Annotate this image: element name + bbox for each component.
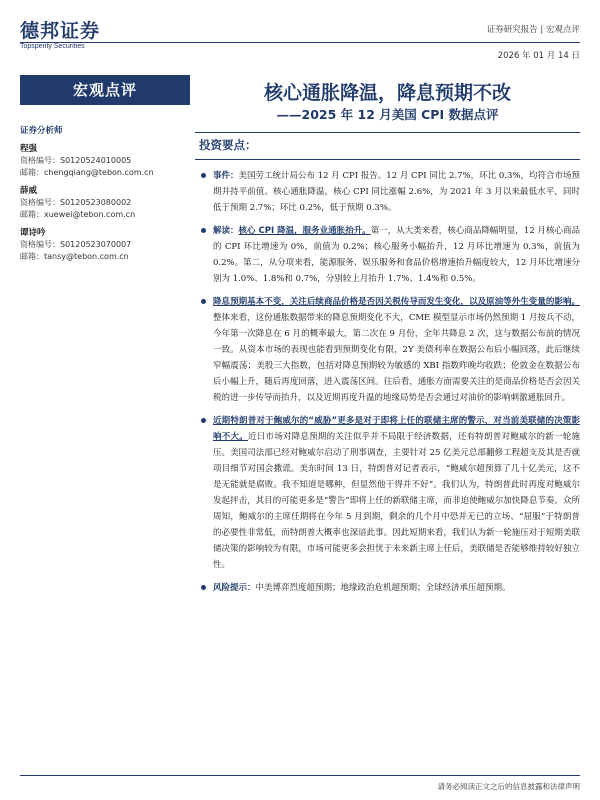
email-link[interactable]: chengqiang@tebon.com.cn (44, 168, 154, 177)
analyst-cert (20, 197, 190, 209)
analyst-card (20, 185, 190, 221)
page-subtitle: ——2025 年 12 月美国 CPI 数据点评 (276, 107, 499, 122)
email-label: 邮箱： (20, 252, 44, 261)
bullet-dot-icon (201, 585, 206, 590)
cert-label: 资格编号： (20, 198, 60, 207)
bullet-lead: 解读： (213, 226, 239, 236)
bullet-dot-icon (201, 228, 206, 233)
bullet-dot-icon (201, 418, 206, 423)
bullet-lead-underlined: 降息预期基本不变，关注后续商品价格是否因关税传导而发生变化，以及原油等外生变量的影响。 (213, 297, 580, 307)
logo-chinese: 德邦证券 (20, 20, 101, 42)
bullet-dot-icon (201, 173, 206, 178)
key-point-risk (195, 580, 580, 596)
analyst-panel (20, 125, 190, 269)
analyst-name: 谭诗吟 (20, 228, 46, 238)
email-link[interactable]: tansy@tebon.com.cn (44, 252, 129, 261)
bullet-lead-underlined: 近期特朗普对于鲍威尔的“威胁”更多是对于即将上任的联储主席的警示，对当前美联储的决策影响不大。 (213, 416, 580, 442)
email-label: 邮箱： (20, 168, 44, 177)
cert-number: S0120523070007 (60, 240, 132, 249)
bullet-lead: 事件： (213, 171, 239, 181)
analyst-name: 薛威 (20, 186, 38, 196)
cert-number: S0120523080002 (60, 198, 132, 207)
bullet-lead: 风险提示： (213, 583, 256, 593)
heading-divider (195, 159, 580, 160)
analyst-cert (20, 239, 190, 251)
bullet-text: 美国劳工统计局公布 12 月 CPI 报告。12 月 CPI 同比 2.7%，环比 0.3%，均符合市场预期并持平前值。核心通胀降温，核心 CPI 同比涨幅 2.6%，为 2021 年 3 月以来最低水平，同时低于预期 2.7%；环比 0.2%，低于预期 0.3%。 (213, 171, 580, 213)
key-point-interpretation (195, 223, 580, 287)
report-date: 2026 年 01 月 14 日 (497, 51, 580, 61)
key-points-section (195, 132, 580, 603)
category-badge: 宏观点评 (20, 75, 190, 105)
key-point-rate-expectation (195, 294, 580, 406)
report-type: 证券研究报告 | 宏观点评 (486, 25, 580, 35)
analyst-card (20, 143, 190, 179)
key-point-event (195, 168, 580, 216)
analyst-email (20, 167, 190, 179)
header-divider (20, 42, 580, 43)
bullet-text: 近日市场对降息预期的关注似乎并不局限于经济数据，还有特朗普对鲍威尔的新一轮施压。美国司法部已经对鲍威尔启动了刑事调查，主要针对 25 亿美元总部翻修工程超支及其是否就项目细节对国会撒谎。美东时间 13 日，特朗普对记者表示，“鲍威尔超预算了几十亿美元，这不是无能就是腐败。我不知道是哪种，但显然他干得并不好”。我们认为，特朗普此时再度对鲍威尔发起抨击，其目的可能更多是“警告”即将上任的新联储主席，而非迫使鲍威尔加快降息节奏。众所周知，鲍威尔的主席任期将在今年 5 月到期，剩余的几个月中恐并无已的立场、“屈服”于特朗普的必要性非常低，而特朗普大概率也深谙此事。因此短期来看，我们认为新一轮施压对于短期美联储决策的影响较为有限，市场可能更多会担忧于未来新主席上任后，美联储是否能够维持较好独立性。 (213, 432, 580, 570)
cert-label: 资格编号： (20, 240, 60, 249)
cert-label: 资格编号： (20, 156, 60, 165)
footer-divider (20, 775, 580, 776)
email-label: 邮箱： (20, 210, 44, 219)
page-title: 核心通胀降温，降息预期不改 (263, 82, 511, 104)
footer-disclaimer: 请务必阅读正文之后的信息披露和法律声明 (437, 782, 580, 791)
bullet-dot-icon (201, 299, 206, 304)
analysts-heading: 证券分析师 (20, 126, 63, 136)
logo-english: Topsperity Securities (20, 43, 85, 50)
analyst-name: 程强 (20, 144, 38, 154)
cert-number: S0120524010005 (60, 156, 132, 165)
key-point-powell-pressure (195, 413, 580, 573)
key-points-heading: 投资要点： (199, 138, 257, 152)
bullet-text: 第一，从大类来看，核心商品降幅明显，12 月核心商品的 CPI 环比增速为 0%，前值为 0.2%；核心服务小幅抬升，12 月环比增速为 0.3%，前值为 0.2%。第二，从分项来看，能源服务、娱乐服务和食品价格增速抬升幅度较大，12 月环比增速分别为 1.0%、1.8%和 0.7%，分别较上月抬升 1.7%、1.4%和 0.5%。 (213, 226, 580, 284)
bullet-text: 中美博弈烈度超预期；地缘政治危机超预期；全球经济承压超预期。 (255, 583, 511, 593)
analyst-card (20, 227, 190, 263)
company-logo (20, 20, 140, 50)
email-link[interactable]: xuewei@tebon.com.cn (44, 210, 136, 219)
analyst-email (20, 251, 190, 263)
analyst-cert (20, 155, 190, 167)
analyst-email (20, 209, 190, 221)
bullet-text: 整体来看，这份通胀数据带来的降息预期变化不大，CME 模型显示市场仍然预期 1 月按兵不动，今年第一次降息在 6 月的概率最大，第二次在 9 月份，全年共降息 2 次，这与数据公布前的情况一致。从资本市场的表现也能看到预期变化有限，2Y 美债利率在数据公布后小幅回落，此后继续窄幅震荡；美股三大指数，包括对降息预期较为敏感的 XBI 指数昨晚均收跌；伦敦金在数据公布后小幅上升，随后再度回落，进入震荡区间。往后看，通胀方面需要关注的是商品价格是否会因关税的进一步传导而抬升，以及近期再度升温的地缘局势是否会通过对油价的影响刺激通胀回升。 (213, 313, 580, 403)
bullet-lead-underlined: 核心 CPI 降温，服务业通胀抬升。 (238, 226, 371, 236)
